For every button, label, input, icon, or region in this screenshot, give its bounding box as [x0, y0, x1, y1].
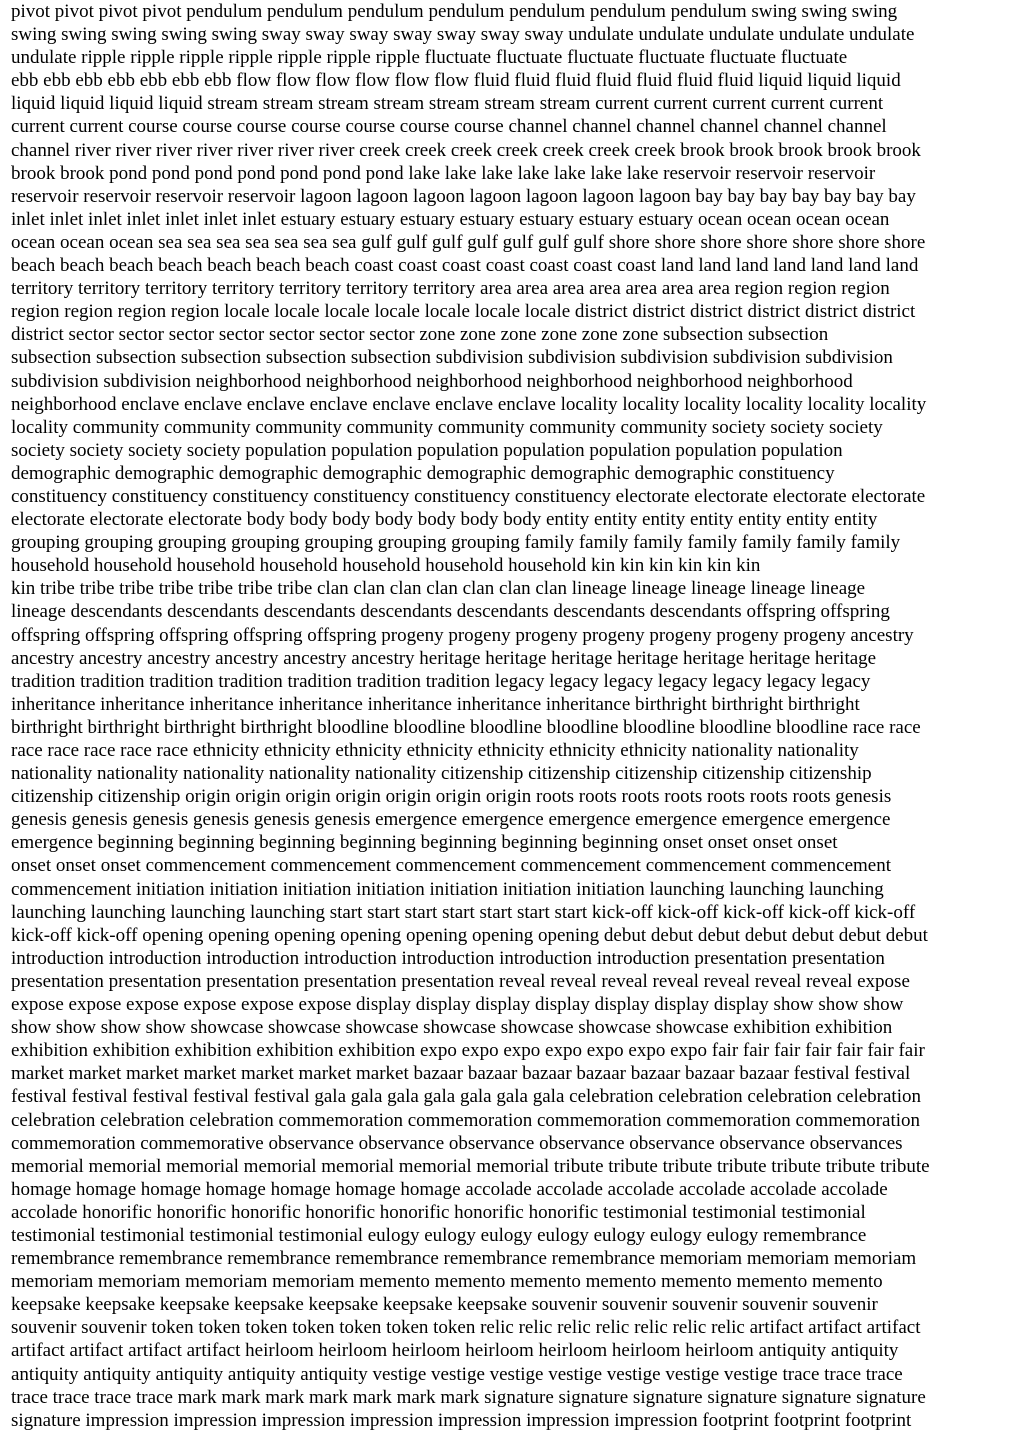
text-line: demographic demographic demographic demographic demographic demographic demographic constituency — [11, 462, 835, 484]
text-line: souvenir souvenir token token token token token token token relic relic relic relic relic relic relic artifact artifact artifact — [11, 1317, 921, 1339]
text-line: keepsake keepsake keepsake keepsake keepsake keepsake keepsake souvenir souvenir souvenir souvenir souvenir — [11, 1294, 878, 1316]
text-line: introduction introduction introduction introduction introduction introduction introduction presentation presentation — [11, 947, 885, 969]
text-line: emergence beginning beginning beginning beginning beginning beginning beginning onset onset onset onset — [11, 832, 838, 854]
text-line: birthright birthright birthright birthright bloodline bloodline bloodline bloodline bloodline bloodline bloodline race race — [11, 716, 921, 738]
text-line: liquid liquid liquid liquid stream stream stream stream stream stream stream current current current current current — [11, 93, 884, 115]
text-line: pivot pivot pivot pivot pendulum pendulum pendulum pendulum pendulum pendulum pendulum swing swing swing — [11, 1, 898, 22]
text-line: commemoration commemorative observance observance observance observance observance observance observances — [11, 1132, 903, 1154]
text-line: constituency constituency constituency constituency constituency constituency electorate electorate electorate electorate — [11, 485, 926, 507]
text-line: current current course course course course course course course channel channel channel channel channel channel — [11, 116, 887, 138]
text-line: locality community community community community community community community society society society — [11, 416, 883, 438]
text-line: race race race race race ethnicity ethnicity ethnicity ethnicity ethnicity ethnicity ethnicity nationality nationality — [11, 740, 859, 761]
text-line: offspring offspring offspring offspring offspring progeny progeny progeny progeny progeny progeny progeny ancestry — [11, 624, 914, 646]
text-line: kick-off kick-off opening opening opening opening opening opening opening debut debut debut debut debut debut debut — [11, 924, 928, 946]
text-line: onset onset onset commencement commencement commencement commencement commencement commencement — [11, 855, 892, 877]
text-line: grouping grouping grouping grouping grouping grouping grouping family family family family family family family — [11, 532, 901, 554]
text-line: nationality nationality nationality nationality nationality citizenship citizenship citizenship citizenship citizenship — [11, 763, 872, 785]
text-line: inheritance inheritance inheritance inheritance inheritance inheritance inheritance birthright birthright birthright — [11, 693, 860, 715]
text-line: show show show show showcase showcase showcase showcase showcase showcase showcase exhibition exhibition — [11, 1017, 893, 1039]
text-line: territory territory territory territory territory territory territory area area area area area area area region region region — [11, 278, 890, 300]
text-line: tradition tradition tradition tradition tradition tradition tradition legacy legacy legacy legacy legacy legacy legacy — [11, 670, 871, 692]
text-line: genesis genesis genesis genesis genesis genesis emergence emergence emergence emergence emergence emergence — [11, 809, 891, 831]
text-line: market market market market market market market bazaar bazaar bazaar bazaar bazaar bazaar bazaar festival festival — [11, 1063, 911, 1085]
text-line: society society society society population population population population population population population — [11, 439, 843, 461]
text-line: swing swing swing swing swing sway sway sway sway sway sway sway undulate undulate undulate undulate undulate — [11, 24, 915, 46]
text-line: brook brook pond pond pond pond pond pond pond lake lake lake lake lake lake lake reservoir reservoir reservoir — [11, 162, 876, 184]
text-line: remembrance remembrance remembrance remembrance remembrance remembrance memoriam memoriam memoriam — [11, 1248, 917, 1270]
text-line: expose expose expose expose expose expose display display display display display display display show show show — [11, 994, 904, 1016]
text-line: festival festival festival festival festival gala gala gala gala gala gala gala celebration celebration celebration celebration — [11, 1086, 921, 1108]
text-line: region region region region locale locale locale locale locale locale locale district district district district district district — [11, 301, 916, 323]
text-line: undulate ripple ripple ripple ripple ripple ripple ripple fluctuate fluctuate fluctuate fluctuate fluctuate fluctuate — [11, 47, 848, 69]
text-line: lineage descendants descendants descendants descendants descendants descendants descendants offspring offspring — [11, 601, 890, 623]
text-line: launching launching launching launching start start start start start start start kick-off kick-off kick-off kick-off kick-off — [11, 901, 916, 923]
text-line: subdivision subdivision neighborhood neighborhood neighborhood neighborhood neighborhood neighborhood — [11, 370, 853, 392]
text-line: artifact artifact artifact artifact heirloom heirloom heirloom heirloom heirloom heirloom heirloom antiquity antiquity — [11, 1340, 899, 1362]
text-line: memorial memorial memorial memorial memorial memorial memorial tribute tribute tribute tribute tribute tribute tribute — [11, 1155, 930, 1177]
text-line: ebb ebb ebb ebb ebb ebb ebb flow flow flow flow flow flow fluid fluid fluid fluid fluid fluid fluid liquid liquid liquid — [11, 70, 901, 92]
text-line: signature impression impression impression impression impression impression impression footprint footprint footprint — [11, 1409, 912, 1431]
text-line: district sector sector sector sector sector sector sector zone zone zone zone zone zone subsection subsection — [11, 324, 829, 346]
text-line: testimonial testimonial testimonial testimonial eulogy eulogy eulogy eulogy eulogy eulogy eulogy remembrance — [11, 1224, 867, 1246]
text-line: inlet inlet inlet inlet inlet inlet inlet estuary estuary estuary estuary estuary estuary estuary ocean ocean ocean ocean — [11, 208, 890, 230]
text-line: neighborhood enclave enclave enclave enclave enclave enclave enclave locality locality locality locality locality locality — [11, 393, 927, 415]
text-line: exhibition exhibition exhibition exhibition exhibition expo expo expo expo expo expo expo fair fair fair fair fair fair fair — [11, 1040, 925, 1062]
text-line: ocean ocean ocean sea sea sea sea sea sea sea gulf gulf gulf gulf gulf gulf gulf shore shore shore shore shore shore shore — [11, 231, 926, 253]
text-line: antiquity antiquity antiquity antiquity antiquity vestige vestige vestige vestige vestige vestige vestige trace trace trace — [11, 1363, 903, 1385]
text-line: accolade honorific honorific honorific honorific honorific honorific honorific testimonial testimonial testimonial — [11, 1201, 866, 1223]
text-line: electorate electorate electorate body body body body body body body entity entity entity entity entity entity entity — [11, 509, 878, 531]
text-line: kin tribe tribe tribe tribe tribe tribe tribe clan clan clan clan clan clan clan lineage lineage lineage lineage lineage — [11, 578, 866, 600]
text-line: homage homage homage homage homage homage homage accolade accolade accolade accolade accolade accolade — [11, 1178, 888, 1200]
text-line: trace trace trace trace mark mark mark mark mark mark mark signature signature signature signature signature signature — [11, 1386, 926, 1408]
text-line: household household household household household household household kin kin kin kin kin kin — [11, 555, 761, 577]
text-line: reservoir reservoir reservoir reservoir lagoon lagoon lagoon lagoon lagoon lagoon lagoon bay bay bay bay bay bay bay — [11, 185, 916, 207]
text-line: channel river river river river river river river creek creek creek creek creek creek creek brook brook brook brook brook — [11, 139, 921, 161]
text-line: citizenship citizenship origin origin origin origin origin origin origin roots roots roots roots roots roots roots genesis — [11, 786, 892, 808]
text-line: memoriam memoriam memoriam memoriam memento memento memento memento memento memento memento — [11, 1271, 883, 1293]
text-line: commencement initiation initiation initiation initiation initiation initiation initiation launching launching launching — [11, 878, 884, 900]
text-line: subsection subsection subsection subsection subsection subdivision subdivision subdivision subdivision subdivision — [11, 347, 893, 369]
text-line: presentation presentation presentation presentation presentation reveal reveal reveal reveal reveal reveal reveal expose — [11, 970, 910, 992]
text-line: beach beach beach beach beach beach beach coast coast coast coast coast coast coast land land land land land land land — [11, 255, 919, 277]
text-line: ancestry ancestry ancestry ancestry ancestry ancestry heritage heritage heritage heritage heritage heritage heritage — [11, 647, 877, 669]
text-line: celebration celebration celebration commemoration commemoration commemoration commemoration commemoration — [11, 1109, 921, 1131]
